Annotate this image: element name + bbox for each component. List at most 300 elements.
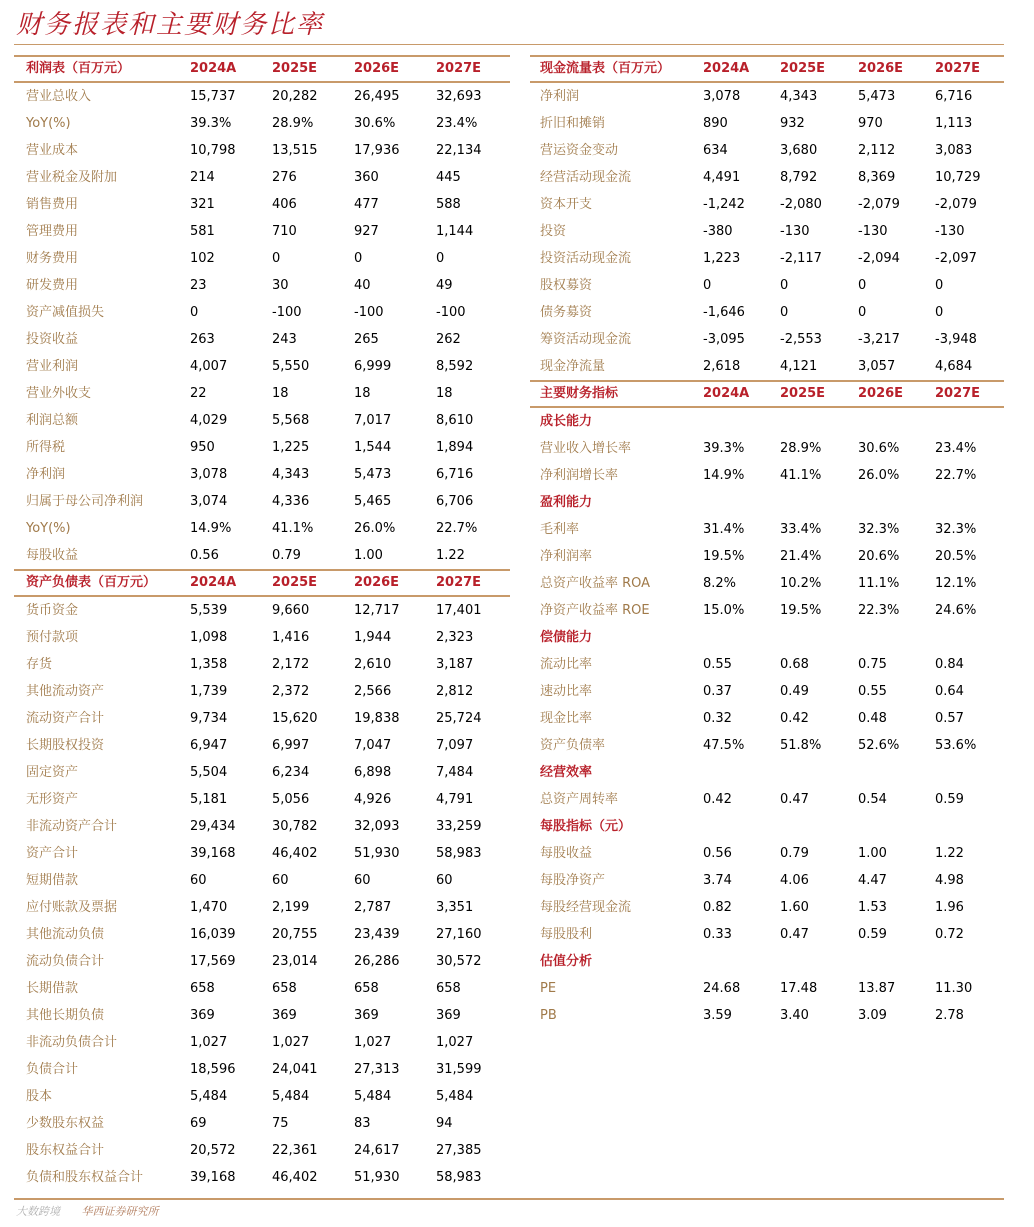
table-row bbox=[530, 570, 1004, 597]
year-header: 2025E bbox=[780, 386, 826, 401]
value-cell: 19.5% bbox=[780, 603, 822, 618]
row-label: 每股净资产 bbox=[540, 873, 606, 888]
section-label: 盈利能力 bbox=[540, 495, 593, 510]
value-cell: 0.72 bbox=[935, 927, 964, 942]
year-header: 2024A bbox=[703, 386, 750, 401]
value-cell: 31,599 bbox=[436, 1062, 482, 1077]
value-cell: 1,416 bbox=[272, 630, 310, 645]
year-header: 2027E bbox=[935, 61, 981, 76]
row-label: 归属于母公司净利润 bbox=[26, 494, 144, 509]
value-cell: 4,343 bbox=[780, 89, 818, 104]
table-row bbox=[14, 407, 510, 434]
value-cell: 445 bbox=[436, 170, 461, 185]
value-cell: 41.1% bbox=[780, 468, 822, 483]
table-row bbox=[14, 380, 510, 407]
year-header: 2025E bbox=[780, 61, 826, 76]
table-row bbox=[14, 461, 510, 488]
value-cell: 5,181 bbox=[190, 792, 228, 807]
row-label: 其他流动资产 bbox=[26, 684, 105, 699]
value-cell: -100 bbox=[354, 305, 384, 320]
table-row bbox=[14, 678, 510, 705]
table-row bbox=[530, 110, 1004, 137]
value-cell: 83 bbox=[354, 1116, 371, 1131]
row-label: PB bbox=[540, 1008, 557, 1023]
row-label: 净利润 bbox=[26, 467, 66, 482]
value-cell: 3,351 bbox=[436, 900, 474, 915]
value-cell: 0.84 bbox=[935, 657, 964, 672]
value-cell: 0.68 bbox=[780, 657, 809, 672]
value-cell: 0.49 bbox=[780, 684, 809, 699]
table-row bbox=[530, 651, 1004, 678]
table-row bbox=[14, 759, 510, 786]
value-cell: 22.3% bbox=[858, 603, 900, 618]
value-cell: 5,484 bbox=[272, 1089, 310, 1104]
table-row bbox=[530, 272, 1004, 299]
row-label: 存货 bbox=[26, 657, 53, 672]
value-cell: 3.09 bbox=[858, 1008, 887, 1023]
value-cell: 14.9% bbox=[703, 468, 745, 483]
value-cell: 53.6% bbox=[935, 738, 977, 753]
value-cell: 46,402 bbox=[272, 846, 318, 861]
table-row bbox=[14, 1029, 510, 1056]
section-row bbox=[530, 408, 1004, 435]
value-cell: 0.56 bbox=[190, 548, 219, 563]
table-row bbox=[530, 705, 1004, 732]
value-cell: 2,372 bbox=[272, 684, 310, 699]
value-cell: 0 bbox=[780, 305, 789, 320]
row-label: 研发费用 bbox=[26, 278, 79, 293]
value-cell: 8.2% bbox=[703, 576, 737, 591]
value-cell: 0.47 bbox=[780, 927, 809, 942]
value-cell: 6,999 bbox=[354, 359, 392, 374]
section-label: 经营效率 bbox=[540, 765, 593, 780]
value-cell: 7,017 bbox=[354, 413, 392, 428]
value-cell: 15,737 bbox=[190, 89, 236, 104]
value-cell: 51,930 bbox=[354, 846, 400, 861]
section-row bbox=[530, 948, 1004, 975]
value-cell: 31.4% bbox=[703, 522, 745, 537]
year-header: 2027E bbox=[436, 61, 482, 76]
value-cell: 11.30 bbox=[935, 981, 973, 996]
row-label: 营业成本 bbox=[26, 143, 79, 158]
value-cell: 0.55 bbox=[858, 684, 887, 699]
row-label: 股权募资 bbox=[540, 278, 593, 293]
value-cell: 0.33 bbox=[703, 927, 732, 942]
value-cell: 9,660 bbox=[272, 603, 310, 618]
value-cell: 12.1% bbox=[935, 576, 977, 591]
table-row bbox=[14, 164, 510, 191]
row-label: 经营活动现金流 bbox=[540, 170, 632, 185]
value-cell: 23,439 bbox=[354, 927, 400, 942]
value-cell: 2,812 bbox=[436, 684, 474, 699]
value-cell: 15,620 bbox=[272, 711, 318, 726]
row-label: 资产负债率 bbox=[540, 738, 606, 753]
value-cell: 263 bbox=[190, 332, 215, 347]
value-cell: 3.74 bbox=[703, 873, 732, 888]
table-row bbox=[530, 299, 1004, 326]
value-cell: 5,473 bbox=[858, 89, 896, 104]
footer bbox=[16, 1203, 159, 1219]
value-cell: 3,680 bbox=[780, 143, 818, 158]
value-cell: 30 bbox=[272, 278, 289, 293]
table-row bbox=[14, 1002, 510, 1029]
cashflow-header-row bbox=[530, 55, 1004, 83]
source-note: 华西证券研究所 bbox=[81, 1205, 159, 1218]
value-cell: 0.56 bbox=[703, 846, 732, 861]
row-label: 筹资活动现金流 bbox=[540, 332, 632, 347]
value-cell: 3,074 bbox=[190, 494, 228, 509]
value-cell: -130 bbox=[780, 224, 810, 239]
row-label: 长期借款 bbox=[26, 981, 79, 996]
value-cell: 360 bbox=[354, 170, 379, 185]
value-cell: 4,926 bbox=[354, 792, 392, 807]
table-row bbox=[14, 867, 510, 894]
row-label: 非流动资产合计 bbox=[26, 819, 118, 834]
value-cell: 30.6% bbox=[354, 116, 396, 131]
table-row bbox=[14, 1056, 510, 1083]
value-cell: 2,172 bbox=[272, 657, 310, 672]
table-row bbox=[530, 435, 1004, 462]
table-row bbox=[14, 948, 510, 975]
value-cell: 18 bbox=[354, 386, 371, 401]
row-label: 应付账款及票据 bbox=[26, 900, 118, 915]
table-row bbox=[530, 191, 1004, 218]
row-label: YoY(%) bbox=[26, 521, 71, 536]
value-cell: 17,401 bbox=[436, 603, 482, 618]
year-header: 2024A bbox=[703, 61, 750, 76]
value-cell: 4,121 bbox=[780, 359, 818, 374]
value-cell: 58,983 bbox=[436, 846, 482, 861]
value-cell: 276 bbox=[272, 170, 297, 185]
value-cell: 1,544 bbox=[354, 440, 392, 455]
table-row bbox=[14, 921, 510, 948]
row-label: 营业总收入 bbox=[26, 89, 92, 104]
year-header: 2026E bbox=[354, 61, 400, 76]
value-cell: 0.82 bbox=[703, 900, 732, 915]
value-cell: 25,724 bbox=[436, 711, 482, 726]
row-label: 投资收益 bbox=[26, 332, 79, 347]
table-title: 资产负债表（百万元） bbox=[26, 575, 157, 590]
value-cell: 710 bbox=[272, 224, 297, 239]
value-cell: 32,693 bbox=[436, 89, 482, 104]
table-row bbox=[530, 516, 1004, 543]
value-cell: 30,572 bbox=[436, 954, 482, 969]
value-cell: 2,610 bbox=[354, 657, 392, 672]
table-row bbox=[14, 1137, 510, 1164]
value-cell: 1.53 bbox=[858, 900, 887, 915]
value-cell: 39.3% bbox=[190, 116, 232, 131]
value-cell: 950 bbox=[190, 440, 215, 455]
value-cell: 24,617 bbox=[354, 1143, 400, 1158]
value-cell: 5,484 bbox=[436, 1089, 474, 1104]
value-cell: 75 bbox=[272, 1116, 289, 1131]
row-label: 财务费用 bbox=[26, 251, 79, 266]
value-cell: 4,007 bbox=[190, 359, 228, 374]
value-cell: 1.60 bbox=[780, 900, 809, 915]
table-row bbox=[14, 299, 510, 326]
value-cell: 24,041 bbox=[272, 1062, 318, 1077]
income-statement-table bbox=[14, 55, 510, 569]
table-row bbox=[14, 83, 510, 110]
table-row bbox=[530, 840, 1004, 867]
bottom-divider bbox=[14, 1198, 1004, 1200]
row-label: 债务募资 bbox=[540, 305, 593, 320]
value-cell: 17.48 bbox=[780, 981, 818, 996]
value-cell: 28.9% bbox=[272, 116, 314, 131]
section-row bbox=[530, 813, 1004, 840]
value-cell: 8,592 bbox=[436, 359, 474, 374]
row-label: 总资产周转率 bbox=[540, 792, 619, 807]
value-cell: 11.1% bbox=[858, 576, 900, 591]
table-row bbox=[14, 705, 510, 732]
table-row bbox=[14, 894, 510, 921]
value-cell: 28.9% bbox=[780, 441, 822, 456]
row-label: 营运资金变动 bbox=[540, 143, 619, 158]
value-cell: 40 bbox=[354, 278, 371, 293]
value-cell: 0.79 bbox=[780, 846, 809, 861]
value-cell: 49 bbox=[436, 278, 453, 293]
value-cell: 15.0% bbox=[703, 603, 745, 618]
value-cell: 658 bbox=[190, 981, 215, 996]
value-cell: 243 bbox=[272, 332, 297, 347]
value-cell: 33.4% bbox=[780, 522, 822, 537]
value-cell: 10,729 bbox=[935, 170, 981, 185]
value-cell: 0.59 bbox=[935, 792, 964, 807]
value-cell: 4,343 bbox=[272, 467, 310, 482]
year-header: 2024A bbox=[190, 61, 237, 76]
value-cell: 1,027 bbox=[436, 1035, 474, 1050]
value-cell: 26,286 bbox=[354, 954, 400, 969]
value-cell: 21.4% bbox=[780, 549, 822, 564]
ratios-header-row bbox=[530, 380, 1004, 408]
value-cell: 26,495 bbox=[354, 89, 400, 104]
page-title: 财务报表和主要财务比率 bbox=[16, 10, 325, 40]
value-cell: -100 bbox=[272, 305, 302, 320]
value-cell: 94 bbox=[436, 1116, 453, 1131]
left-column bbox=[14, 55, 510, 1191]
value-cell: 581 bbox=[190, 224, 215, 239]
value-cell: 0.32 bbox=[703, 711, 732, 726]
value-cell: 4,029 bbox=[190, 413, 228, 428]
financial-ratios-table bbox=[530, 380, 1004, 1029]
value-cell: 1.00 bbox=[858, 846, 887, 861]
section-label: 估值分析 bbox=[540, 954, 593, 969]
value-cell: 265 bbox=[354, 332, 379, 347]
value-cell: 0.42 bbox=[780, 711, 809, 726]
table-row bbox=[14, 326, 510, 353]
value-cell: -3,095 bbox=[703, 332, 745, 347]
year-header: 2026E bbox=[354, 575, 400, 590]
row-label: 所得税 bbox=[26, 440, 66, 455]
table-row bbox=[14, 245, 510, 272]
row-label: 负债合计 bbox=[26, 1062, 79, 1077]
row-label: 资产减值损失 bbox=[26, 305, 105, 320]
value-cell: 33,259 bbox=[436, 819, 482, 834]
value-cell: 27,313 bbox=[354, 1062, 400, 1077]
value-cell: 4.06 bbox=[780, 873, 809, 888]
row-label: 短期借款 bbox=[26, 873, 79, 888]
value-cell: 4.98 bbox=[935, 873, 964, 888]
value-cell: 3.59 bbox=[703, 1008, 732, 1023]
value-cell: 1.22 bbox=[935, 846, 964, 861]
value-cell: -2,079 bbox=[858, 197, 900, 212]
table-row bbox=[14, 110, 510, 137]
value-cell: 23.4% bbox=[935, 441, 977, 456]
row-label: 资本开支 bbox=[540, 197, 593, 212]
year-header: 2025E bbox=[272, 61, 318, 76]
value-cell: 30.6% bbox=[858, 441, 900, 456]
value-cell: 7,484 bbox=[436, 765, 474, 780]
table-row bbox=[530, 867, 1004, 894]
value-cell: 0.42 bbox=[703, 792, 732, 807]
row-label: 流动比率 bbox=[540, 657, 593, 672]
value-cell: 19,838 bbox=[354, 711, 400, 726]
value-cell: 5,504 bbox=[190, 765, 228, 780]
table-row bbox=[14, 488, 510, 515]
value-cell: 60 bbox=[354, 873, 371, 888]
value-cell: 7,097 bbox=[436, 738, 474, 753]
value-cell: 29,434 bbox=[190, 819, 236, 834]
value-cell: 1,470 bbox=[190, 900, 228, 915]
value-cell: 60 bbox=[190, 873, 207, 888]
value-cell: 27,160 bbox=[436, 927, 482, 942]
value-cell: 13,515 bbox=[272, 143, 318, 158]
value-cell: 4,491 bbox=[703, 170, 741, 185]
row-label: 投资活动现金流 bbox=[540, 251, 632, 266]
value-cell: 0.37 bbox=[703, 684, 732, 699]
value-cell: 369 bbox=[190, 1008, 215, 1023]
section-row bbox=[530, 489, 1004, 516]
row-label: 其他长期负债 bbox=[26, 1008, 105, 1023]
value-cell: 1,113 bbox=[935, 116, 973, 131]
year-header: 2027E bbox=[436, 575, 482, 590]
value-cell: 23 bbox=[190, 278, 207, 293]
value-cell: 16,039 bbox=[190, 927, 236, 942]
value-cell: -2,079 bbox=[935, 197, 977, 212]
value-cell: 4,336 bbox=[272, 494, 310, 509]
table-row bbox=[14, 813, 510, 840]
value-cell: 23,014 bbox=[272, 954, 318, 969]
value-cell: 5,539 bbox=[190, 603, 228, 618]
value-cell: 1,358 bbox=[190, 657, 228, 672]
year-header: 2027E bbox=[935, 386, 981, 401]
value-cell: 0.55 bbox=[703, 657, 732, 672]
value-cell: 5,550 bbox=[272, 359, 310, 374]
value-cell: 1,223 bbox=[703, 251, 741, 266]
value-cell: 20.5% bbox=[935, 549, 977, 564]
table-row bbox=[14, 1083, 510, 1110]
value-cell: 39,168 bbox=[190, 846, 236, 861]
value-cell: 0 bbox=[858, 305, 867, 320]
right-column bbox=[530, 55, 1004, 1029]
value-cell: 262 bbox=[436, 332, 461, 347]
value-cell: -3,217 bbox=[858, 332, 900, 347]
value-cell: 4.47 bbox=[858, 873, 887, 888]
value-cell: 20,282 bbox=[272, 89, 318, 104]
value-cell: 7,047 bbox=[354, 738, 392, 753]
value-cell: 23.4% bbox=[436, 116, 478, 131]
value-cell: 2,323 bbox=[436, 630, 474, 645]
value-cell: 2,787 bbox=[354, 900, 392, 915]
value-cell: -1,242 bbox=[703, 197, 745, 212]
value-cell: 18 bbox=[436, 386, 453, 401]
value-cell: 26.0% bbox=[354, 521, 396, 536]
year-header: 2026E bbox=[858, 61, 904, 76]
value-cell: 6,716 bbox=[436, 467, 474, 482]
value-cell: -2,097 bbox=[935, 251, 977, 266]
value-cell: 1,894 bbox=[436, 440, 474, 455]
row-label: 营业收入增长率 bbox=[540, 441, 632, 456]
value-cell: 658 bbox=[436, 981, 461, 996]
section-label: 成长能力 bbox=[540, 414, 593, 429]
value-cell: 32,093 bbox=[354, 819, 400, 834]
value-cell: 20,755 bbox=[272, 927, 318, 942]
value-cell: 0 bbox=[190, 305, 199, 320]
balance-sheet-table bbox=[14, 569, 510, 1191]
value-cell: 2,566 bbox=[354, 684, 392, 699]
value-cell: 12,717 bbox=[354, 603, 400, 618]
value-cell: 369 bbox=[436, 1008, 461, 1023]
table-row bbox=[530, 786, 1004, 813]
value-cell: 321 bbox=[190, 197, 215, 212]
value-cell: 1,225 bbox=[272, 440, 310, 455]
table-row bbox=[14, 597, 510, 624]
value-cell: 22,361 bbox=[272, 1143, 318, 1158]
value-cell: -100 bbox=[436, 305, 466, 320]
table-row bbox=[530, 1002, 1004, 1029]
value-cell: 0 bbox=[935, 278, 944, 293]
value-cell: 22.7% bbox=[935, 468, 977, 483]
value-cell: 2,112 bbox=[858, 143, 896, 158]
value-cell: 0.75 bbox=[858, 657, 887, 672]
table-row bbox=[530, 326, 1004, 353]
row-label: 货币资金 bbox=[26, 603, 79, 618]
row-label: 折旧和摊销 bbox=[540, 116, 606, 131]
value-cell: 6,898 bbox=[354, 765, 392, 780]
value-cell: 0.54 bbox=[858, 792, 887, 807]
value-cell: 1,027 bbox=[190, 1035, 228, 1050]
section-row bbox=[530, 759, 1004, 786]
row-label: 营业税金及附加 bbox=[26, 170, 118, 185]
row-label: PE bbox=[540, 981, 557, 996]
value-cell: 102 bbox=[190, 251, 215, 266]
value-cell: 20,572 bbox=[190, 1143, 236, 1158]
value-cell: 1.96 bbox=[935, 900, 964, 915]
value-cell: 19.5% bbox=[703, 549, 745, 564]
row-label: YoY(%) bbox=[26, 116, 71, 131]
value-cell: 13.87 bbox=[858, 981, 896, 996]
value-cell: 3,078 bbox=[703, 89, 741, 104]
row-label: 流动负债合计 bbox=[26, 954, 105, 969]
section-label: 每股指标（元） bbox=[540, 819, 632, 834]
value-cell: 24.68 bbox=[703, 981, 741, 996]
value-cell: 47.5% bbox=[703, 738, 745, 753]
row-label: 净资产收益率 ROE bbox=[540, 603, 650, 618]
table-row bbox=[530, 462, 1004, 489]
value-cell: 1,144 bbox=[436, 224, 474, 239]
value-cell: 4,684 bbox=[935, 359, 973, 374]
value-cell: 0.48 bbox=[858, 711, 887, 726]
value-cell: 2,199 bbox=[272, 900, 310, 915]
value-cell: 5,568 bbox=[272, 413, 310, 428]
year-header: 2026E bbox=[858, 386, 904, 401]
table-row bbox=[530, 921, 1004, 948]
row-label: 流动资产合计 bbox=[26, 711, 105, 726]
row-label: 投资 bbox=[540, 224, 567, 239]
table-row bbox=[14, 542, 510, 569]
value-cell: 6,716 bbox=[935, 89, 973, 104]
value-cell: 5,484 bbox=[190, 1089, 228, 1104]
